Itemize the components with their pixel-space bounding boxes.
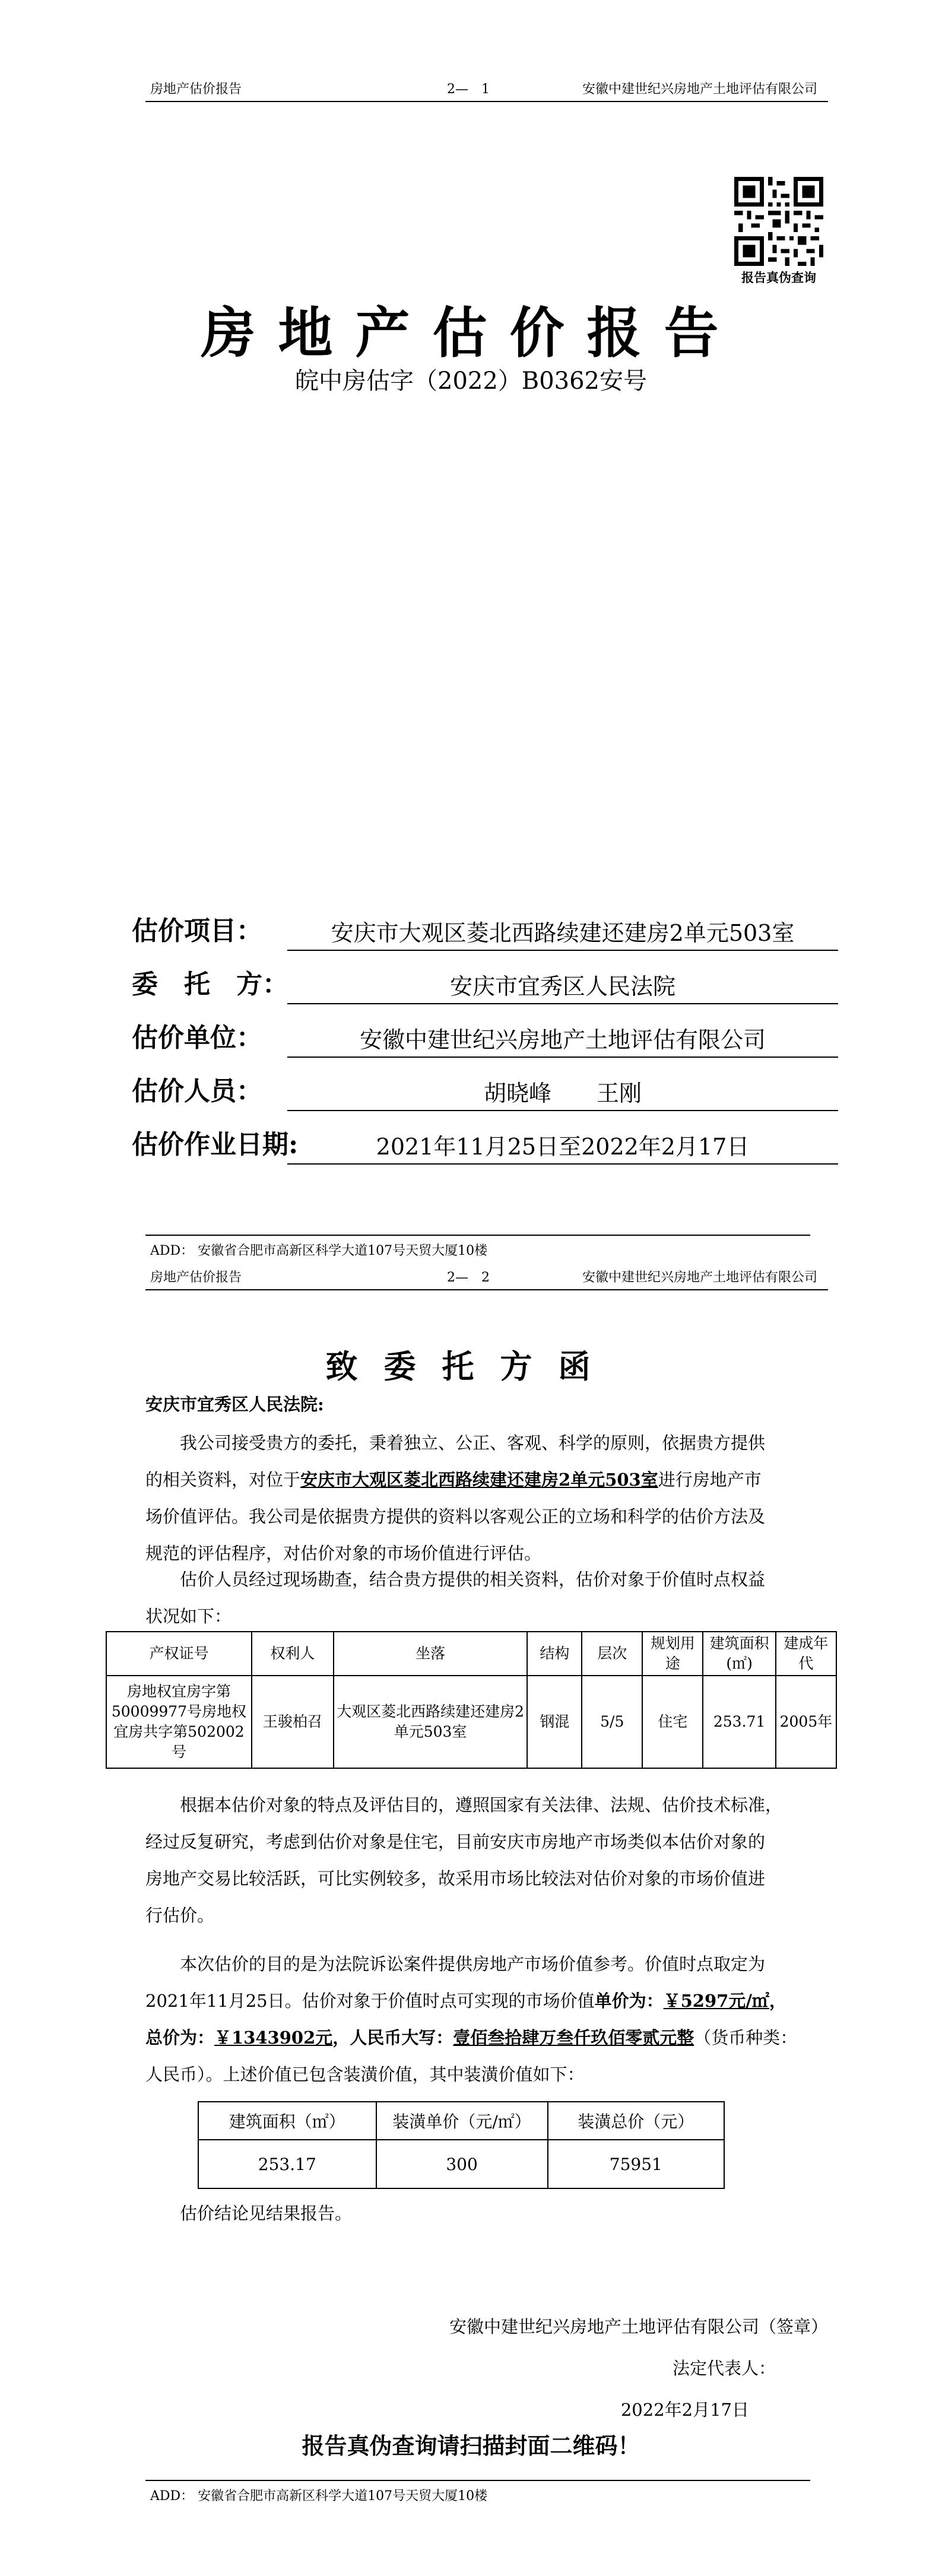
addressee: 安庆市宜秀区人民法院: <box>145 1394 324 1414</box>
info-row-appraiser-unit <box>132 1022 838 1058</box>
table-cell: 5/5 <box>582 1676 642 1768</box>
table-row <box>106 1676 836 1768</box>
info-row-project <box>132 915 838 951</box>
info-row-client <box>132 969 838 1004</box>
info-value-line <box>287 970 838 1004</box>
table-header-row <box>198 2102 724 2140</box>
text-span: ， <box>769 1991 786 2011</box>
table-header-cell: 坐落 <box>334 1632 528 1676</box>
table-cell: 住宅 <box>642 1676 703 1768</box>
info-label: 估价项目： <box>132 916 262 946</box>
cover-page <box>0 0 942 1264</box>
text-span: 2021年11月25日。估价对象于价值时点可实现的市场价值 <box>145 1991 595 2011</box>
total-price-value: ￥1343902元 <box>214 2028 333 2048</box>
info-row-appraisers <box>132 1076 838 1111</box>
table-header-cell: 装潢总价（元） <box>548 2102 724 2140</box>
table-header-row <box>106 1632 836 1676</box>
table-cell: 钢混 <box>527 1676 582 1768</box>
text-line <box>145 1982 828 2019</box>
property-table <box>106 1631 837 1769</box>
header-left: 房地产估价报告 <box>150 82 242 97</box>
info-value: 安徽中建世纪兴房地产土地评估有限公司 <box>359 1027 766 1053</box>
page-footer <box>145 1235 810 1258</box>
qr-caption: 报告真伪查询 <box>741 270 816 285</box>
info-label: 委 托 方： <box>132 969 288 1000</box>
text-line <box>145 1461 828 1498</box>
letter-title: 致委托方函 <box>325 1347 617 1385</box>
decoration-table <box>198 2101 725 2189</box>
table-header-cell: 建筑面积(㎡) <box>703 1632 775 1676</box>
table-cell: 大观区菱北西路续建还建房2单元503室 <box>334 1676 528 1768</box>
text-line: 状况如下： <box>145 1606 232 1626</box>
paragraph-2 <box>145 1561 828 1635</box>
table-header-cell: 结构 <box>527 1632 582 1676</box>
info-value-line <box>287 916 838 951</box>
text-line: 场价值评估。我公司是依据贵方提供的资料以客观公正的立场和科学的估价方法及 <box>145 1506 766 1527</box>
property-address: 安庆市大观区菱北西路续建还建房2单元503室 <box>300 1470 658 1490</box>
info-label: 估价作业日期: <box>132 1130 299 1160</box>
info-value-line <box>287 1023 838 1058</box>
table-cell: 王骏柏召 <box>252 1676 334 1768</box>
text-line: 行估价。 <box>145 1905 215 1925</box>
text-line: 规范的评估程序，对估价对象的市场价值进行评估。 <box>145 1543 542 1563</box>
text-span: ，人民币大写： <box>332 2028 453 2048</box>
report-number: 皖中房估字（2022）B0362安号 <box>295 367 647 395</box>
footer-address: ADD： 安徽省合肥市高新区科学大道107号天贸大厦10楼 <box>150 2489 488 2504</box>
table-cell: 253.71 <box>703 1676 775 1768</box>
table-cell: 253.17 <box>198 2140 376 2188</box>
text-line <box>145 2019 828 2056</box>
header-company: 安徽中建世纪兴房地产土地评估有限公司 <box>582 1270 817 1285</box>
report-title: 房地产估价报告 <box>201 301 741 365</box>
header-page-number: 2— 1 <box>447 82 490 97</box>
text-line: 人民币）。上述价值已包含装潢价值，其中装潢价值如下： <box>145 2064 585 2085</box>
table-header-cell: 建筑面积（㎡） <box>198 2102 376 2140</box>
info-value: 安庆市宜秀区人民法院 <box>449 973 675 1000</box>
text-span: 的相关资料，对位于 <box>145 1470 301 1490</box>
table-cell: 300 <box>376 2140 548 2188</box>
table-cell: 房地权宜房字第50009977号房地权宜房共字第502002号 <box>106 1676 252 1768</box>
paragraph-3 <box>145 1787 828 1934</box>
verification-notice: 报告真伪查询请扫描封面二维码！ <box>302 2432 640 2459</box>
conclusion-note: 估价结论见结果报告。 <box>180 2203 353 2223</box>
text-span: （货币种类： <box>694 2028 798 2048</box>
text-line: 经过反复研究，考虑到估价对象是住宅，目前安庆市房地产市场类似本估价对象的 <box>145 1832 766 1852</box>
signature-date: 2022年2月17日 <box>620 2400 749 2420</box>
info-value: 2021年11月25日至2022年2月17日 <box>376 1134 750 1160</box>
total-price-chinese: 壹佰叁拾肆万叁仟玖佰零贰元整 <box>453 2028 694 2048</box>
info-value-line <box>287 1077 838 1111</box>
table-header-cell: 权利人 <box>252 1632 334 1676</box>
text-line: 根据本估价对象的特点及评估目的，遵照国家有关法律、法规、估价技术标准， <box>180 1795 783 1815</box>
unit-price-value: ￥5297元/㎡ <box>663 1991 769 2011</box>
info-value: 胡晓峰 王刚 <box>483 1080 642 1106</box>
page-footer <box>145 2480 810 2504</box>
paragraph-1 <box>145 1425 828 1572</box>
header-left: 房地产估价报告 <box>150 1270 242 1285</box>
header-page-number: 2— 2 <box>447 1270 490 1285</box>
letter-page <box>0 1264 942 2576</box>
total-price-label: 总价为： <box>145 2028 215 2048</box>
header-company: 安徽中建世纪兴房地产土地评估有限公司 <box>582 82 817 97</box>
text-span: 进行房地产市 <box>658 1470 762 1490</box>
signature-company: 安徽中建世纪兴房地产土地评估有限公司（签章） <box>449 2317 828 2337</box>
info-label: 估价人员： <box>132 1076 262 1106</box>
text-line: 估价人员经过现场勘查，结合贵方提供的相关资料，估价对象于价值时点权益 <box>180 1569 766 1590</box>
info-value-line <box>287 1130 838 1165</box>
text-line: 我公司接受贵方的委托，秉着独立、公正、客观、科学的原则，依据贵方提供 <box>180 1433 766 1453</box>
table-cell: 2005年 <box>776 1676 836 1768</box>
info-row-work-date <box>132 1129 838 1165</box>
table-header-cell: 产权证号 <box>106 1632 252 1676</box>
table-header-cell: 规划用途 <box>642 1632 703 1676</box>
table-cell: 75951 <box>548 2140 724 2188</box>
info-label: 估价单位： <box>132 1023 262 1053</box>
table-header-cell: 层次 <box>582 1632 642 1676</box>
footer-address: ADD： 安徽省合肥市高新区科学大道107号天贸大厦10楼 <box>150 1243 488 1258</box>
text-line: 本次估价的目的是为法院诉讼案件提供房地产市场价值参考。价值时点取定为 <box>180 1954 766 1974</box>
unit-price-label: 单价为： <box>594 1991 664 2011</box>
page-header <box>145 1264 828 1290</box>
table-header-cell: 装潢单价（元/㎡） <box>376 2102 548 2140</box>
table-row <box>198 2140 724 2188</box>
info-value: 安庆市大观区菱北西路续建还建房2单元503室 <box>331 920 795 946</box>
text-line: 房地产交易比较活跃，可比实例较多，故采用市场比较法对估价对象的市场价值进 <box>145 1868 766 1889</box>
qr-code-icon[interactable] <box>734 177 823 266</box>
table-header-cell: 建成年代 <box>776 1632 836 1676</box>
page-header <box>145 76 828 102</box>
paragraph-4 <box>145 1946 828 2093</box>
signature-representative: 法定代表人： <box>672 2358 776 2378</box>
